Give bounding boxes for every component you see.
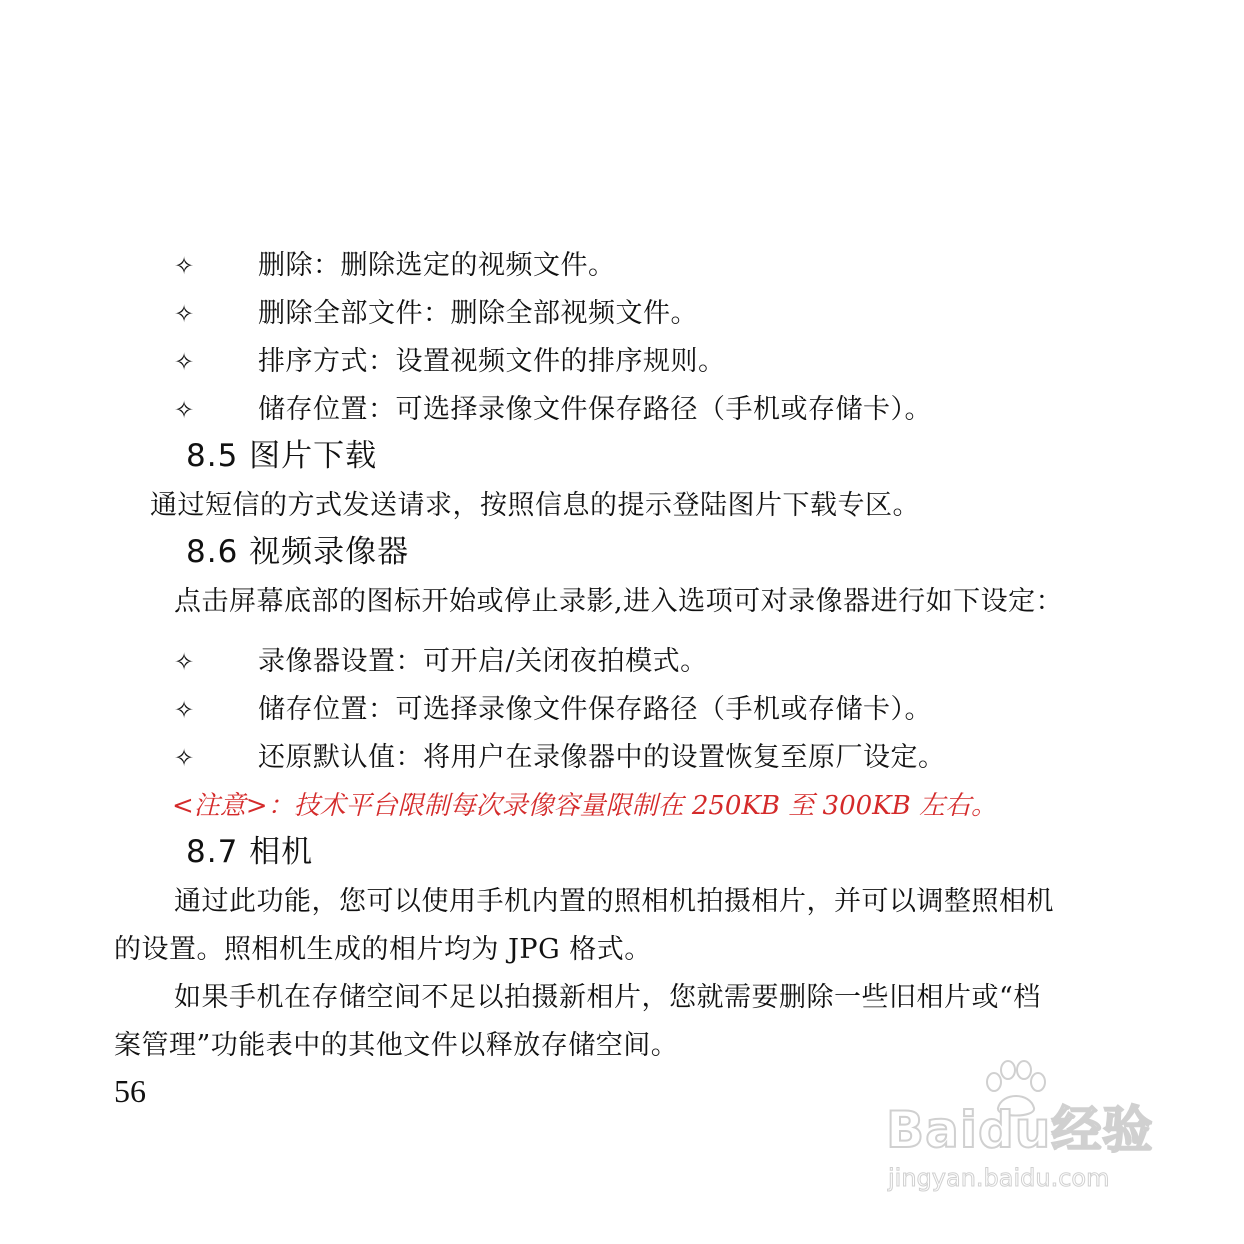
- watermark-brand: Baidu经验: [886, 1101, 1154, 1159]
- watermark: [880, 1060, 1180, 1200]
- bullet-icon: ✧: [174, 252, 195, 280]
- bullet-icon: ✧: [174, 744, 195, 772]
- list-item: 删除：删除选定的视频文件。: [258, 250, 616, 281]
- list-item: 录像器设置：可开启/关闭夜拍模式。: [258, 646, 708, 677]
- list-item: 删除全部文件：删除全部视频文件。: [258, 298, 698, 329]
- list-item: 排序方式：设置视频文件的排序规则。: [258, 346, 726, 377]
- paragraph-line: 的设置。照相机生成的相片均为 JPG 格式。: [114, 934, 652, 965]
- watermark-url: jingyan.baidu.com: [888, 1164, 1110, 1192]
- section-heading-8-5: 8.5 图片下载: [186, 438, 378, 474]
- bullet-icon: ✧: [174, 696, 195, 724]
- paragraph-line: 案管理”功能表中的其他文件以释放存储空间。: [114, 1030, 679, 1061]
- note-text: <注意>：技术平台限制每次录像容量限制在 250KB 至 300KB 左右。: [172, 791, 997, 821]
- section-heading-8-7: 8.7 相机: [186, 834, 314, 870]
- section-body-8-6: 点击屏幕底部的图标开始或停止录影,进入选项可对录像器进行如下设定：: [174, 586, 1064, 617]
- page-number: 56: [114, 1073, 146, 1109]
- section-body-8-5: 通过短信的方式发送请求，按照信息的提示登陆图片下载专区。: [150, 490, 920, 521]
- bullet-icon: ✧: [174, 348, 195, 376]
- bullet-icon: ✧: [174, 300, 195, 328]
- list-item: 储存位置：可选择录像文件保存路径（手机或存储卡）。: [258, 694, 932, 725]
- bullet-icon: ✧: [174, 648, 195, 676]
- paragraph-line: 通过此功能，您可以使用手机内置的照相机拍摄相片，并可以调整照相机: [174, 886, 1054, 917]
- list-item: 还原默认值：将用户在录像器中的设置恢复至原厂设定。: [258, 742, 946, 773]
- section-heading-8-6: 8.6 视频录像器: [186, 534, 410, 570]
- bullet-icon: ✧: [174, 396, 195, 424]
- list-item: 储存位置：可选择录像文件保存路径（手机或存储卡）。: [258, 394, 932, 425]
- paragraph-line: 如果手机在存储空间不足以拍摄新相片，您就需要删除一些旧相片或“档: [174, 982, 1041, 1013]
